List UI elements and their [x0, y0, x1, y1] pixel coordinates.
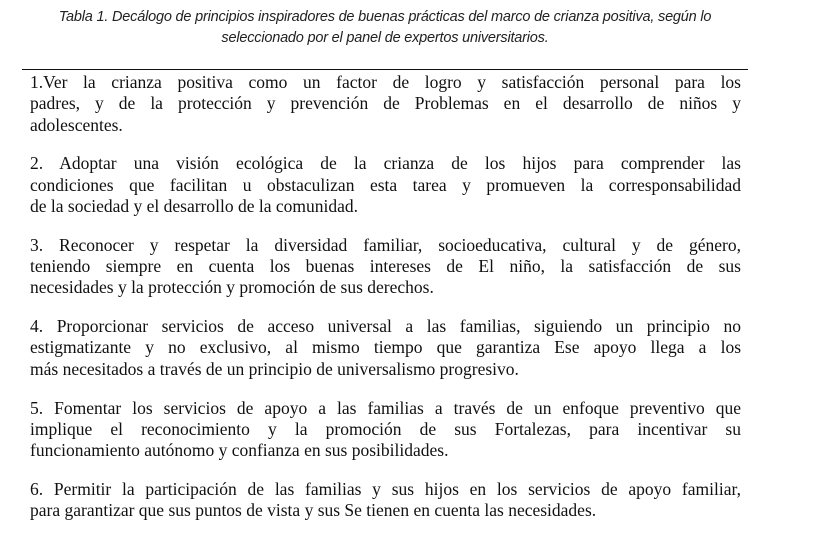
principle-item	[30, 398, 741, 462]
caption-line: Tabla 1. Decálogo de principios inspiradores de buenas prácticas del marco de crianza positiva, según lo	[58, 9, 712, 25]
principle-line: más necesitados a través de un principio de universalismo progresivo.	[30, 358, 519, 379]
principle-line: implique el reconocimiento y la promoción de sus Fortalezas, para incentivar su	[30, 418, 741, 439]
principle-line: 1.Ver la crianza positiva como un factor de logro y satisfacción personal para los	[30, 72, 741, 92]
principle-line: de la sociedad y el desarrollo de la comunidad.	[30, 195, 359, 216]
principle-line: funcionamiento autónomo y confianza en sus posibilidades.	[30, 440, 449, 461]
caption-line: seleccionado por el panel de expertos universitarios.	[221, 30, 549, 46]
principle-line: adolescentes.	[30, 114, 123, 135]
principle-line: 2. Adoptar una visión ecológica de la crianza de los hijos para comprender las	[30, 153, 741, 174]
principle-line: padres, y de la protección y prevención de Problemas en el desarrollo de niños y	[30, 93, 741, 114]
principle-item	[30, 72, 741, 136]
divider-rule	[22, 69, 748, 70]
principles-list	[30, 72, 741, 539]
principle-item	[30, 479, 741, 522]
principle-line: 4. Proporcionar servicios de acceso universal a las familias, siguiendo un principio no	[30, 316, 741, 337]
principle-line: necesidades y la protección y promoción de sus derechos.	[30, 277, 434, 298]
table-caption	[20, 7, 750, 49]
principle-line: 5. Fomentar los servicios de apoyo a las familias a través de un enfoque preventivo que	[30, 397, 741, 418]
principle-line: teniendo siempre en cuenta los buenas intereses de El niño, la satisfacción de sus	[30, 256, 741, 277]
principle-item	[30, 316, 741, 380]
principle-line: 3. Reconocer y respetar la diversidad familiar, socioeducativa, cultural y de género,	[30, 234, 741, 255]
principle-line: condiciones que facilitan u obstaculizan esta tarea y promueven la corresponsabilidad	[30, 174, 741, 195]
principle-line: para garantizar que sus puntos de vista y sus Se tienen en cuenta las necesidades.	[30, 500, 597, 521]
principle-item	[30, 235, 741, 299]
principle-line: 6. Permitir la participación de las familias y sus hijos en los servicios de apoyo familiar,	[30, 478, 741, 499]
principle-item	[30, 153, 741, 217]
principle-line: estigmatizante y no exclusivo, al mismo tiempo que garantiza Ese apoyo llega a los	[30, 337, 741, 358]
